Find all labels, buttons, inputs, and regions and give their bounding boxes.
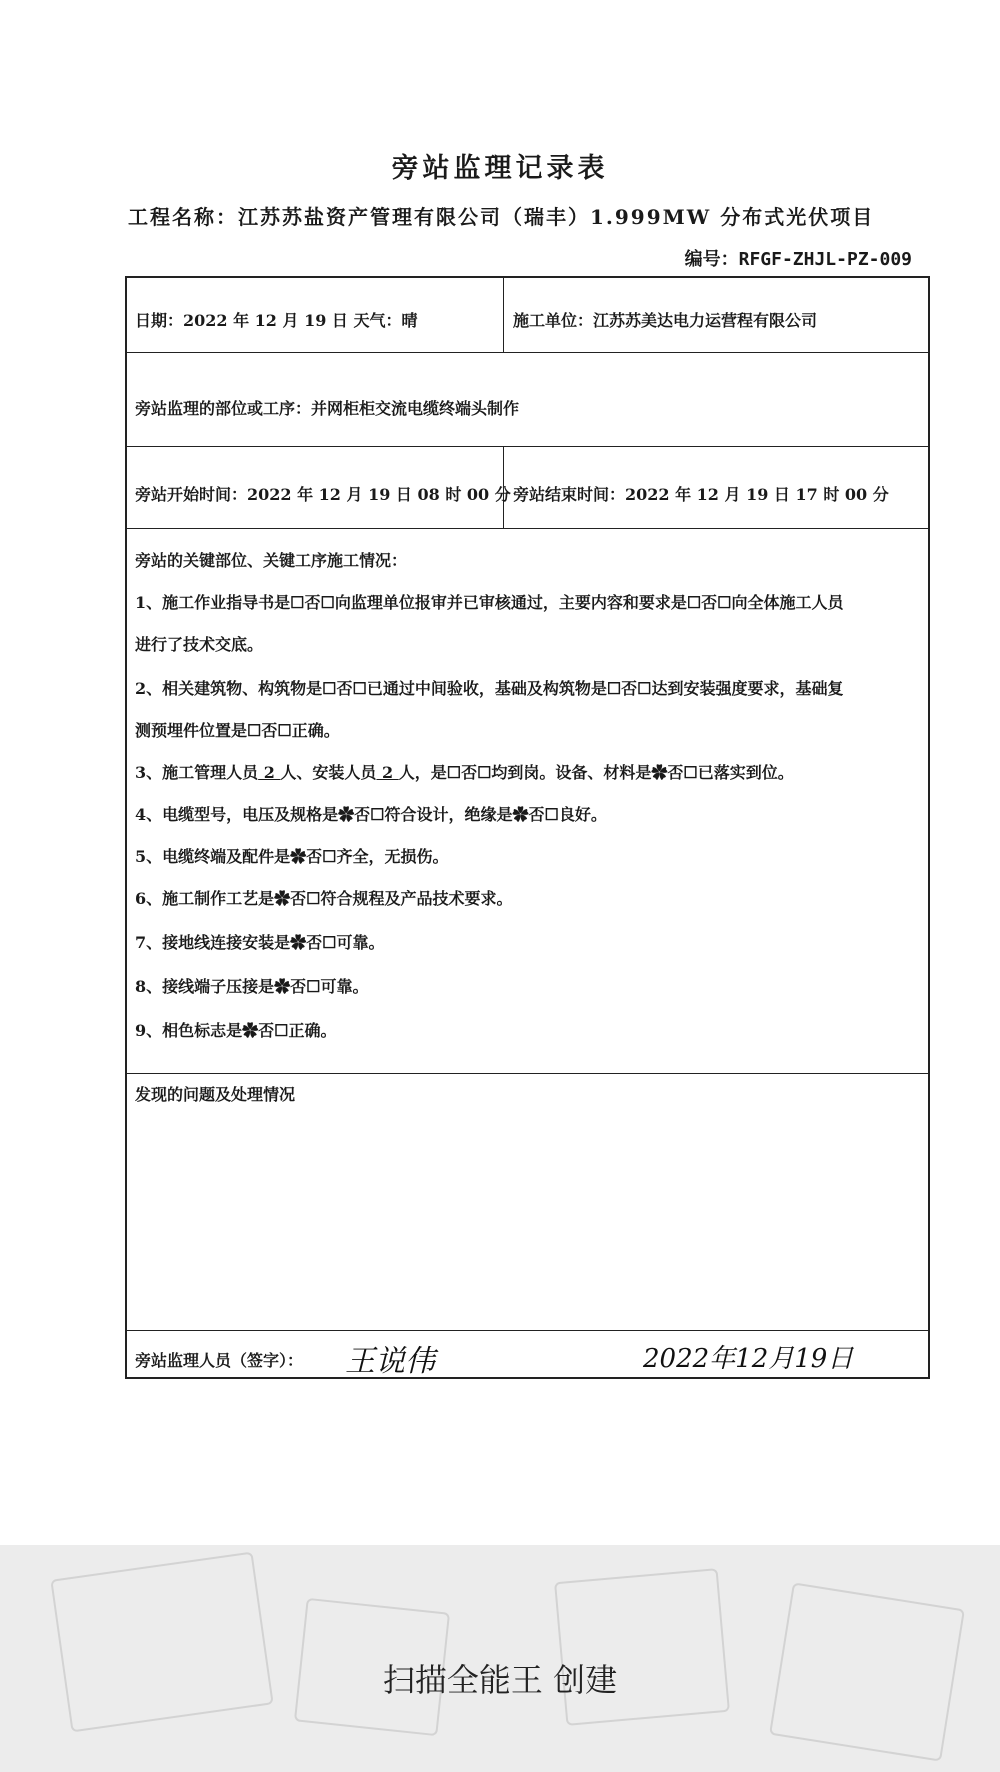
column-divider — [503, 278, 504, 352]
item-5: 5、电缆终端及配件是✿否☐齐全，无损伤。 — [135, 847, 449, 866]
item-7: 7、接地线连接安装是✿否☐可靠。 — [135, 933, 385, 952]
row-divider — [127, 446, 928, 447]
contractor: 施工单位：江苏苏美达电力运营程有限公司 — [513, 311, 818, 330]
date-weather: 日期：2022 年 12 月 19 日 天气：晴 — [135, 311, 418, 330]
item-9: 9、相色标志是✿否☐正确。 — [135, 1021, 337, 1040]
start-time: 旁站开始时间：2022 年 12 月 19 日 08 时 00 分 — [135, 485, 511, 504]
item-3-mid: 人、安装人员 — [280, 763, 377, 782]
situation-heading: 旁站的关键部位、关键工序施工情况： — [135, 551, 408, 570]
problems-heading: 发现的问题及处理情况 — [135, 1085, 296, 1104]
supervised-process: 旁站监理的部位或工序：并网柜柜交流电缆终端头制作 — [135, 399, 520, 418]
item-1b: 进行了技术交底。 — [135, 635, 264, 654]
item-3-suffix: 人，是☐否☐均到岗。设备、材料是✿否☐已落实到位。 — [398, 763, 794, 782]
row-divider — [127, 352, 928, 353]
item-2a: 2、相关建筑物、构筑物是☐否☐已通过中间验收，基础及构筑物是☐否☐达到安装强度要求，基础复 — [135, 679, 844, 698]
handwritten-date: 2022年12月19日 — [643, 1344, 854, 1374]
record-form — [125, 276, 930, 1379]
item-2b: 测预埋件位置是☐否☐正确。 — [135, 721, 340, 740]
document-outline-icon — [50, 1552, 273, 1733]
manager-count: 2 — [258, 763, 281, 782]
row-divider — [127, 1330, 928, 1331]
installer-count: 2 — [376, 763, 399, 782]
item-1a: 1、施工作业指导书是☐否☐向监理单位报审并已审核通过，主要内容和要求是☐否☐向全体施工人员 — [135, 593, 844, 612]
item-4: 4、电缆型号，电压及规格是✿否☐符合设计，绝缘是✿否☐良好。 — [135, 805, 607, 824]
end-time: 旁站结束时间：2022 年 12 月 19 日 17 时 00 分 — [513, 485, 889, 504]
document-title: 旁站监理记录表 — [391, 153, 609, 184]
item-8: 8、接线端子压接是✿否☐可靠。 — [135, 977, 369, 996]
watermark-text: 扫描全能王 创建 — [382, 1661, 618, 1699]
serial-number: 编号：RFGF-ZHJL-PZ-009 — [684, 249, 912, 270]
signature-label: 旁站监理人员（签字）： — [135, 1351, 304, 1370]
item-3 — [135, 760, 794, 783]
project-name: 工程名称：江苏苏盐资产管理有限公司（瑞丰）1.999MW 分布式光伏项目 — [128, 205, 875, 229]
item-6: 6、施工制作工艺是✿否☐符合规程及产品技术要求。 — [135, 889, 513, 908]
image-outline-icon — [554, 1568, 730, 1726]
row-divider — [127, 528, 928, 529]
item-3-prefix: 3、施工管理人员 — [135, 763, 259, 782]
row-divider — [127, 1073, 928, 1074]
scanner-footer — [0, 1545, 1000, 1772]
handwritten-signature: 王说伟 — [345, 1344, 435, 1379]
